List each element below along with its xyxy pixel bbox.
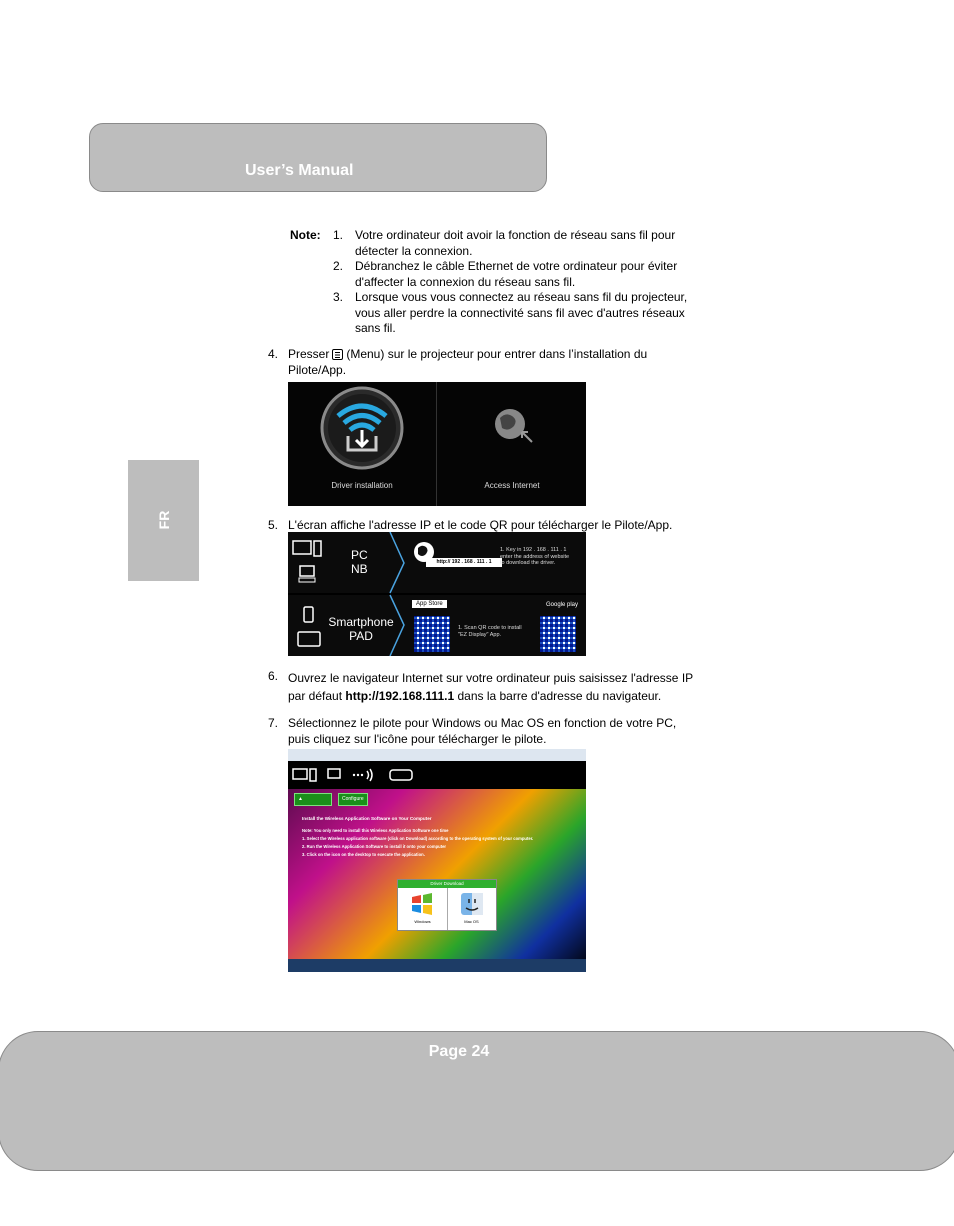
divider [436, 382, 437, 506]
step-7-line2: puis cliquez sur l'icône pour télécharger le pilote. [288, 731, 547, 746]
pc-note-1: 1. Key in 192 . 168 . 111 . 1 [500, 547, 567, 553]
note-item-2-line2: d'affecter la connexion du réseau sans fil. [355, 274, 576, 289]
instruction-line-2: 1. Select the Wireless application software (click on Download) according to the operating system of your computer. [302, 836, 534, 841]
note-item-3-line1: Lorsque vous vous connectez au réseau sans fil du projecteur, [355, 290, 688, 304]
language-label: FR [156, 510, 172, 530]
note-item-1-line1: Votre ordinateur doit avoir la fonction de réseau sans fil pour [355, 228, 676, 242]
phone-label-1: Smartphone [328, 615, 394, 629]
page-number: Page 24 [428, 1043, 490, 1060]
pc-label [351, 548, 368, 576]
step-7-text [288, 716, 676, 747]
note-item-3-line3: sans fil. [355, 321, 396, 335]
phone-label [324, 615, 398, 643]
phone-note-1: 1. Scan QR code to install [458, 625, 522, 631]
step-7-num: 7. [268, 716, 279, 730]
step-4-pre: Presser [288, 347, 330, 361]
pc-note [500, 547, 569, 567]
globe-icon [492, 406, 536, 446]
pc-label-1: PC [351, 548, 368, 562]
note-item-2-num: 2. [333, 259, 344, 273]
app-store-badge: App Store [412, 600, 447, 608]
windows-taskbar [288, 959, 586, 972]
instruction-line-3: 2. Run the Wireless Application Software to install it onto your computer [302, 844, 447, 849]
dialog-title: Driver Download [398, 880, 496, 888]
step-6-post: dans la barre d'adresse du navigateur. [457, 689, 662, 703]
instruction-line-1: Note: You only need to install this Wireless Application Software one time [302, 828, 449, 833]
google-play-qr-code [540, 616, 576, 652]
language-side-tab [128, 460, 199, 581]
default-ip-address: http://192.168.111.1 [345, 689, 455, 703]
header-title: User’s Manual [245, 162, 354, 179]
browser-screenshot [288, 749, 586, 972]
device-bar [288, 761, 586, 789]
note-item-1-num: 1. [333, 228, 344, 242]
note-item-2 [355, 259, 677, 290]
driver-download-dialog [397, 879, 497, 931]
menu-icon [332, 349, 343, 360]
note-item-1-line2: détecter la connexion. [355, 243, 473, 258]
windows-icon[interactable] [411, 893, 433, 915]
smartphone-icon [292, 606, 324, 648]
note-item-3-num: 3. [333, 290, 344, 304]
step-4-num: 4. [268, 347, 279, 361]
step-6-text [288, 669, 693, 705]
step-4-text [288, 347, 647, 378]
app-store-qr-code [414, 616, 450, 652]
configure-button[interactable]: Configure [338, 793, 368, 806]
pc-note-3: to download the driver. [500, 560, 556, 566]
windows-label: Windows [414, 919, 431, 924]
note-item-3-line2: vous aller perdre la connectivité sans fil avec d'autres réseaux [355, 305, 685, 320]
qr-screenshot [288, 532, 586, 656]
step-7-line1: Sélectionnez le pilote pour Windows ou Mac OS en fonction de votre PC, [288, 716, 677, 730]
header-tab [89, 123, 547, 192]
url-box: http:// 192 . 168 . 111 . 1 [426, 558, 502, 567]
phone-note [458, 625, 522, 638]
pc-label-2: NB [351, 562, 368, 576]
step-5-text: L'écran affiche l'adresse IP et le code QR pour télécharger le Pilote/App. [288, 518, 673, 532]
step-6-pre: par défaut [288, 689, 343, 703]
device-icons [292, 767, 422, 783]
download-button[interactable]: ▲ [294, 793, 332, 806]
step-6-line1: Ouvrez le navigateur Internet sur votre ordinateur puis saisissez l'adresse IP [288, 671, 694, 685]
note-label: Note: [290, 228, 321, 242]
phone-label-2: PAD [349, 629, 373, 643]
google-play-badge: Google play [546, 602, 579, 608]
note-item-2-line1: Débranchez le câble Ethernet de votre ordinateur pour éviter [355, 259, 678, 273]
phone-note-2: "EZ Display" App. [458, 631, 502, 638]
driver-installation-caption: Driver installation [331, 481, 393, 490]
step-5-num: 5. [268, 518, 279, 532]
pc-icon [292, 540, 324, 584]
note-item-1 [355, 228, 675, 259]
instruction-line-4: 3. Click on the icon on the desktop to execute the application. [302, 852, 425, 857]
access-internet-caption: Access Internet [484, 481, 540, 490]
step-4-post: (Menu) sur le projecteur pour entrer dans l’installation du [346, 347, 648, 361]
footer [0, 1031, 954, 1171]
mac-os-icon[interactable] [460, 892, 484, 916]
step-6-num: 6. [268, 669, 279, 683]
wifi-download-icon [320, 386, 404, 470]
browser-toolbar [288, 749, 586, 761]
pc-note-2: enter the address of website [500, 553, 570, 560]
menu-screenshot [288, 382, 586, 506]
mac-os-label: Mac OS [464, 919, 479, 924]
step-4-line2: Pilote/App. [288, 362, 347, 377]
note-item-3 [355, 290, 687, 337]
install-title: Install the Wireless Application Software on Your Computer [302, 816, 432, 821]
